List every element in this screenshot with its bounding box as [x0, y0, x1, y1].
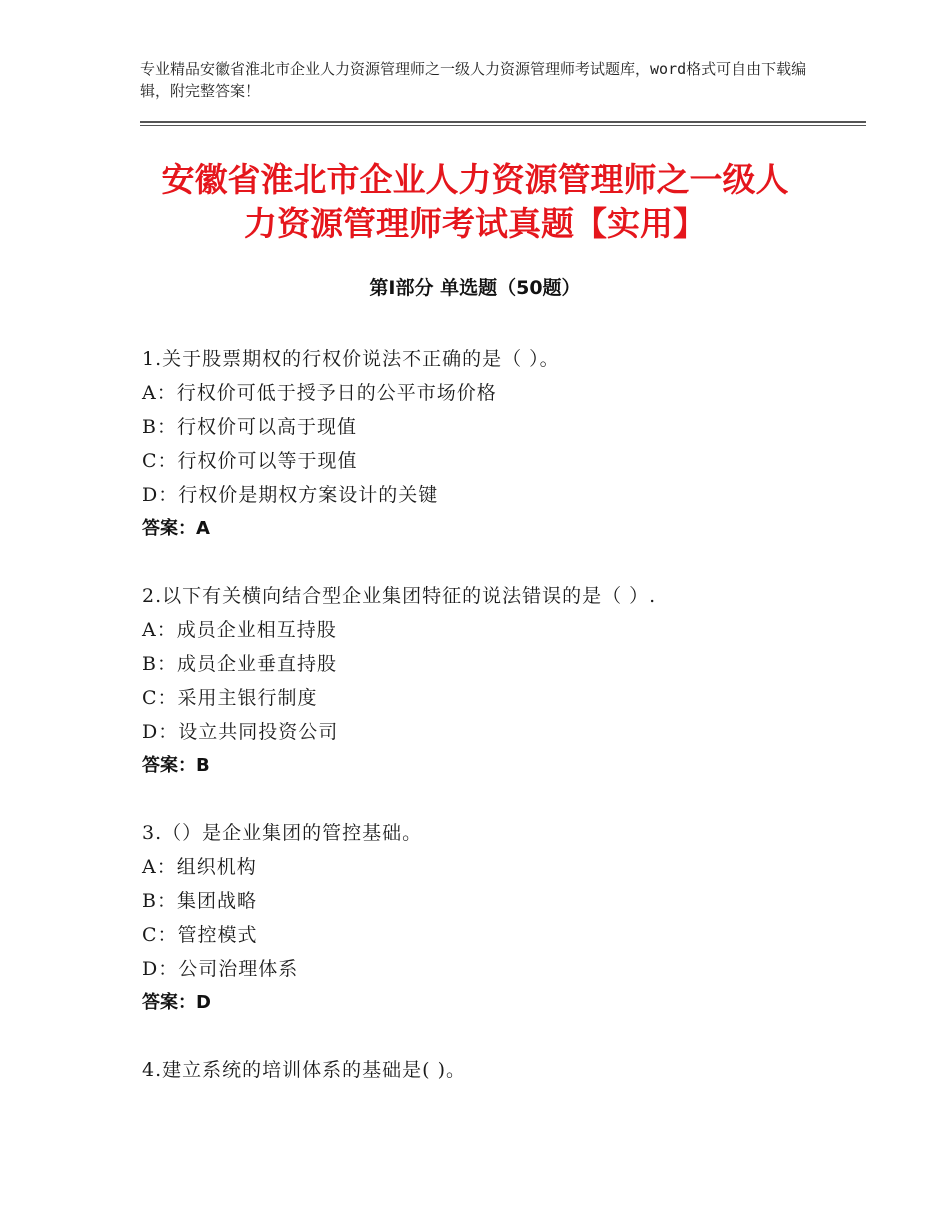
option-c: C：采用主银行制度: [142, 687, 318, 709]
option-c: C：行权价可以等于现值: [142, 450, 358, 472]
option-b: B：行权价可以高于现值: [142, 416, 357, 438]
question-3: [142, 816, 842, 1020]
question-stem: 1.关于股票期权的行权价说法不正确的是（ ）。: [142, 348, 560, 370]
question-list: [142, 342, 842, 1120]
question-1: [142, 342, 842, 546]
title-line-2: 力资源管理师考试真题【实用】: [244, 204, 706, 243]
question-stem: 4.建立系统的培训体系的基础是( )。: [142, 1059, 466, 1081]
option-b: B：集团战略: [142, 890, 257, 912]
header-divider-thin: [140, 125, 866, 126]
title-line-1: 安徽省淮北市企业人力资源管理师之一级人: [161, 160, 789, 199]
answer: 答案：B: [142, 755, 210, 776]
question-4: [142, 1053, 842, 1087]
question-stem: 2.以下有关横向结合型企业集团特征的说法错误的是（ ）.: [142, 585, 657, 607]
question-2: [142, 579, 842, 783]
answer: 答案：D: [142, 992, 211, 1013]
option-d: D：公司治理体系: [142, 958, 299, 980]
option-b: B：成员企业垂直持股: [142, 653, 337, 675]
option-a: A：成员企业相互持股: [142, 619, 337, 641]
option-a: A：行权价可低于授予日的公平市场价格: [142, 382, 497, 404]
section-title: 第Ⅰ部分 单选题（50题）: [369, 277, 581, 299]
header-divider-thick: [140, 121, 866, 123]
option-d: D：行权价是期权方案设计的关键: [142, 484, 439, 506]
document-title: [100, 158, 850, 246]
option-d: D：设立共同投资公司: [142, 721, 339, 743]
option-c: C：管控模式: [142, 924, 258, 946]
header-note: 专业精品安徽省淮北市企业人力资源管理师之一级人力资源管理师考试题库，word格式可自由下载编辑，附完整答案！: [140, 60, 807, 100]
answer: 答案：A: [142, 518, 210, 539]
option-a: A：组织机构: [142, 856, 257, 878]
question-stem: 3.（）是企业集团的管控基础。: [142, 822, 423, 844]
